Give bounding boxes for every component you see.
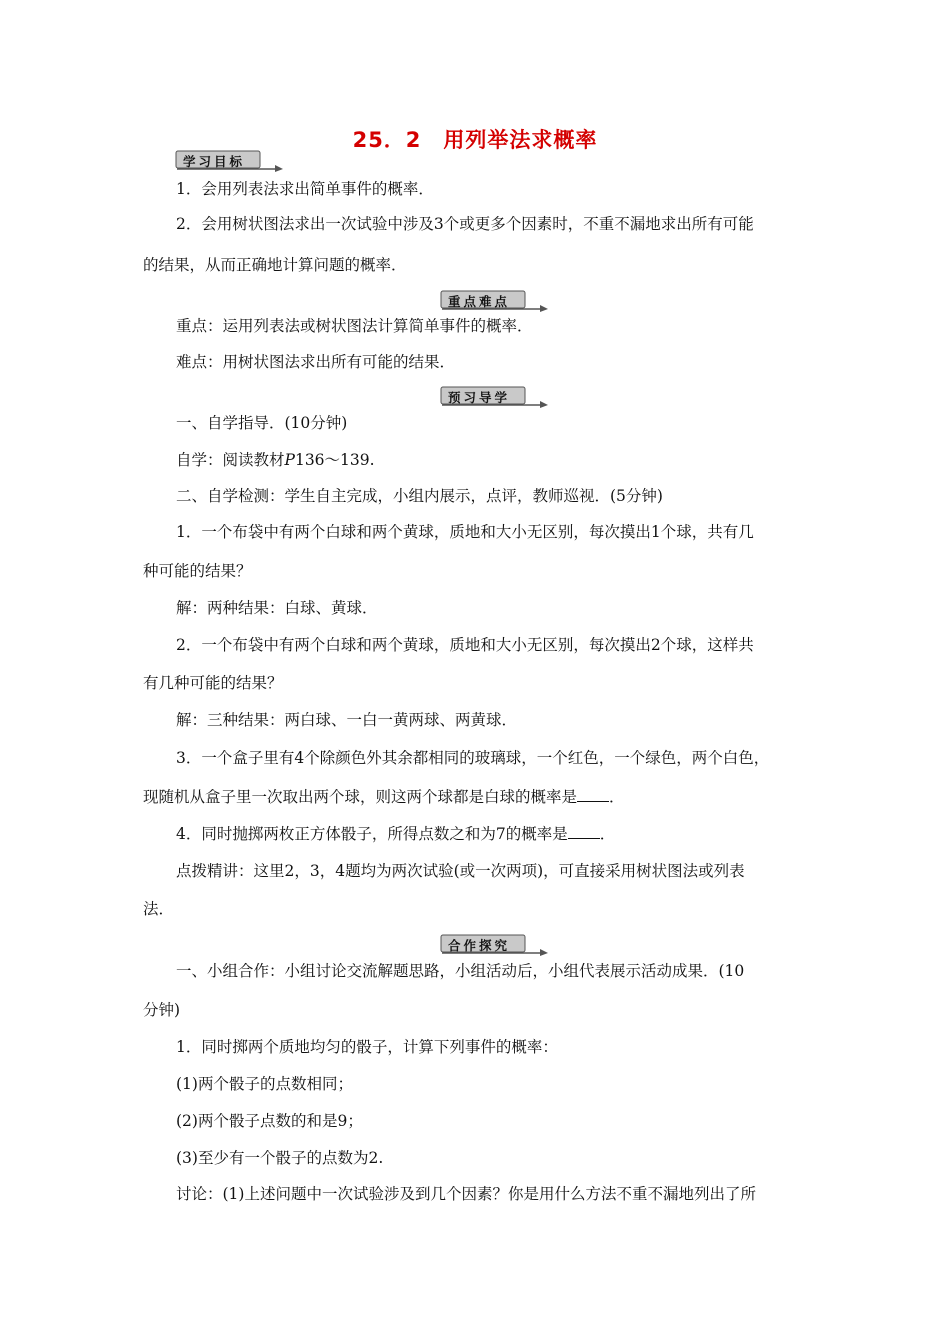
goal-1: 1．会用列表法求出简单事件的概率．	[176, 180, 434, 198]
question-3-line-2: 现随机从盒子里一次取出两个球，则这两个球都是白球的概率是 ．	[143, 788, 625, 806]
badge-label: 合作探究	[448, 938, 511, 953]
section-badge-goals	[175, 150, 285, 172]
question-1-line-1: 1．一个布袋中有两个白球和两个黄球，质地和大小无区别，每次摸出1个球，共有几	[176, 523, 754, 541]
preview-reading: 自学：阅读教材P136～139.	[176, 451, 375, 469]
badge-label: 学习目标	[183, 154, 246, 169]
keypoint-zhong: 重点：运用列表法或树状图法计算简单事件的概率．	[176, 317, 533, 335]
tip-line-1: 点拨精讲：这里2，3，4题均为两次试验(或一次两项)，可直接采用树状图法或列表	[176, 862, 745, 880]
explore-sub-1: (1)两个骰子的点数相同；	[176, 1075, 353, 1093]
explore-question-1: 1．同时掷两个质地均匀的骰子，计算下列事件的概率：	[176, 1038, 558, 1056]
preview-guide: 一、自学指导．(10分钟)	[176, 414, 348, 432]
preview-check: 二、自学检测：学生自主完成，小组内展示，点评，教师巡视．(5分钟)	[176, 487, 663, 505]
explore-sub-2: (2)两个骰子点数的和是9；	[176, 1112, 363, 1130]
badge-label: 重点难点	[448, 294, 511, 309]
section-badge-preview	[440, 386, 550, 408]
answer-blank[interactable]	[577, 787, 609, 802]
page-title: 25．2 用列举法求概率	[352, 128, 598, 152]
question-4: 4．同时抛掷两枚正方体骰子，所得点数之和为7的概率是 ．	[176, 825, 616, 843]
answer-2: 解：三种结果：两白球、一白一黄两球、两黄球．	[176, 711, 518, 729]
answer-1: 解：两种结果：白球、黄球．	[176, 599, 378, 617]
keypoint-nan: 难点：用树状图法求出所有可能的结果．	[176, 353, 456, 371]
question-2-line-2: 有几种可能的结果？	[143, 674, 283, 692]
goal-2-line-2: 的结果，从而正确地计算问题的概率．	[143, 256, 407, 274]
explore-group-line-1: 一、小组合作：小组讨论交流解题思路，小组活动后，小组代表展示活动成果．(10	[176, 962, 745, 980]
explore-discussion: 讨论：(1)上述问题中一次试验涉及到几个因素？你是用什么方法不重不漏地列出了所	[176, 1185, 756, 1203]
section-badge-keypoints	[440, 290, 550, 312]
goal-2-line-1: 2．会用树状图法求出一次试验中涉及3个或更多个因素时，不重不漏地求出所有可能	[176, 215, 754, 233]
question-2-line-1: 2．一个布袋中有两个白球和两个黄球，质地和大小无区别，每次摸出2个球，这样共	[176, 636, 754, 654]
explore-group-line-2: 分钟)	[143, 1001, 181, 1019]
tip-line-2: 法．	[143, 900, 175, 918]
question-3-line-1: 3．一个盒子里有4个除颜色外其余都相同的玻璃球，一个红色，一个绿色，两个白色，	[176, 749, 770, 767]
badge-label: 预习导学	[448, 390, 511, 405]
answer-blank[interactable]	[568, 824, 600, 839]
question-1-line-2: 种可能的结果？	[143, 562, 252, 580]
section-badge-explore	[440, 934, 550, 956]
explore-sub-3: (3)至少有一个骰子的点数为2.	[176, 1149, 384, 1167]
